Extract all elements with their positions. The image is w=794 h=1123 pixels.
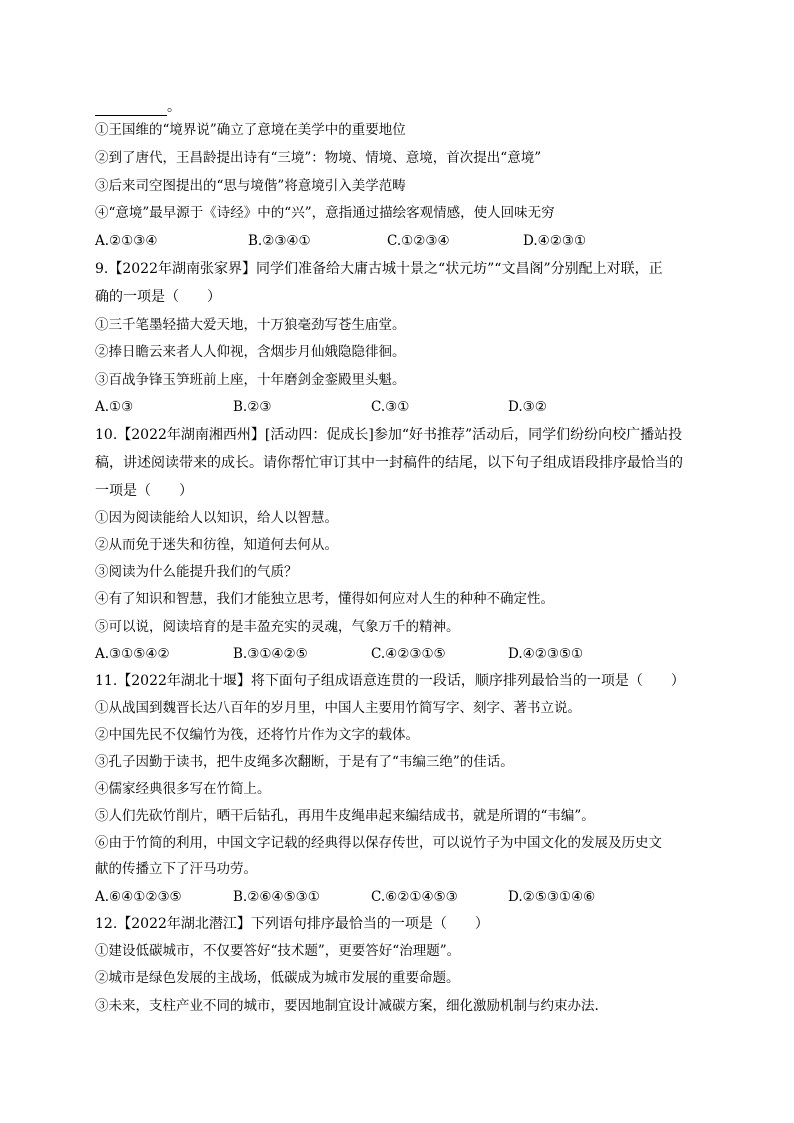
- q11-item-4: ④儒家经典很多写在竹简上。: [95, 781, 271, 797]
- q10-item-5: ⑤可以说，阅读培育的是丰盈充实的灵魂，气象万千的精神。: [95, 619, 460, 635]
- q10-stem-line-2: 稿，讲述阅读带来的成长。请你帮忙审订其中一封稿件的结尾，以下句子组成语段排序最恰当的: [95, 455, 683, 471]
- q8-option-d: D.④②③①: [523, 233, 587, 249]
- q12-item-3: ③未来，支柱产业不同的城市，要因地制宜设计减碳方案，细化激励机制与约束办法.: [95, 998, 599, 1014]
- q9-stem-line-1: 9.【2022年湖南张家界】同学们准备给大庸古城十景之“状元坊”“文昌阁”分别配上对联，正: [95, 261, 663, 277]
- q11-item-1: ①从战国到魏晋长达八百年的岁月里，中国人主要用竹简写字、刻字、著书立说。: [95, 700, 581, 716]
- q12-item-1: ①建设低碳城市，不仅要答好“技术题”，更要答好“治理题”。: [95, 943, 461, 959]
- q12-item-2: ②城市是绿色发展的主战场，低碳成为城市发展的重要命题。: [95, 970, 460, 986]
- answer-blank: [95, 96, 181, 116]
- q10-stem-line-1: 10.【2022年湖南湘西州】[活动四：促成长]参加“好书推荐”活动后，同学们纷纷向校广播站投: [95, 427, 683, 443]
- q8-option-a: A.②①③④: [95, 233, 158, 249]
- q8-item-4: ④“意境”最早源于《诗经》中的“兴”，意指通过描绘客观情感，使人回味无穷: [95, 205, 555, 221]
- q9-stem-line-2: 确的一项是（ ）: [95, 289, 221, 305]
- blank-underline: [95, 105, 167, 116]
- q11-option-d: D.②⑤③①④⑥: [508, 889, 596, 905]
- q10-option-d: D.④②③⑤①: [508, 646, 584, 662]
- q12-stem: 12.【2022年湖北潜江】下列语句排序最恰当的一项是（ ）: [95, 916, 489, 932]
- q11-item-5: ⑤人们先砍竹削片，晒干后钻孔，再用牛皮绳串起来编结成书，就是所谓的“韦编”。: [95, 808, 595, 824]
- q9-option-c: C.③①: [371, 399, 410, 415]
- q8-option-b: B.②③④①: [248, 233, 311, 249]
- q10-option-c: C.④②③①⑤: [371, 646, 446, 662]
- q9-item-2: ②捧日瞻云来者人人仰视，含烟步月仙娥隐隐徘徊。: [95, 344, 406, 360]
- q10-stem-line-3: 一项是（ ）: [95, 483, 193, 499]
- q11-item-6-continued: 献的传播立下了汗马功劳。: [95, 861, 257, 877]
- q8-option-c: C.①②③④: [387, 233, 450, 249]
- q10-option-a: A.③①⑤④②: [95, 646, 170, 662]
- q11-item-6: ⑥由于竹简的利用，中国文字记载的经典得以保存传世，可以说竹子为中国文化的发展及历史文: [95, 835, 662, 851]
- q11-item-2: ②中国先民不仅编竹为筏，还将竹片作为文字的载体。: [95, 727, 419, 743]
- q11-stem: 11.【2022年湖北十堰】将下面句子组成语意连贯的一段话，顺序排列最恰当的一项是（ ）: [95, 673, 685, 689]
- q8-item-3: ③后来司空图提出的“思与境偕”将意境引入美学范畴: [95, 178, 406, 194]
- q11-option-a: A.⑥④①②③⑤: [95, 889, 182, 905]
- q10-item-4: ④有了知识和智慧，我们才能独立思考，懂得如何应对人生的种种不确定性。: [95, 591, 554, 607]
- q8-item-1: ①王国维的“境界说”确立了意境在美学中的重要地位: [95, 122, 406, 138]
- q11-option-b: B.②⑥④⑤③①: [233, 889, 320, 905]
- q10-item-3: ③阅读为什么能提升我们的气质？: [95, 564, 298, 580]
- q9-item-3: ③百战争锋玉笋班前上座，十年磨剑金銮殿里头魁。: [95, 372, 406, 388]
- q10-item-1: ①因为阅读能给人以知识，给人以智慧。: [95, 510, 338, 526]
- q11-option-c: C.⑥②①④⑤③: [371, 889, 458, 905]
- q9-option-d: D.③②: [508, 399, 547, 415]
- q11-item-3: ③孔子因勤于读书，把牛皮绳多次翻断，于是有了“韦编三绝”的佳话。: [95, 754, 514, 770]
- q9-option-a: A.①③: [95, 399, 134, 415]
- q8-item-2: ②到了唐代，王昌龄提出诗有“三境”：物境、情境、意境，首次提出“意境”: [95, 150, 542, 166]
- q9-option-b: B.②③: [233, 399, 272, 415]
- q9-item-1: ①三千笔墨轻描大爱天地，十万狼毫劲写苍生庙堂。: [95, 317, 406, 333]
- q10-item-2: ②从而免于迷失和彷徨，知道何去何从。: [95, 537, 338, 553]
- blank-period: 。: [167, 99, 181, 115]
- q10-option-b: B.③①④②⑤: [233, 646, 308, 662]
